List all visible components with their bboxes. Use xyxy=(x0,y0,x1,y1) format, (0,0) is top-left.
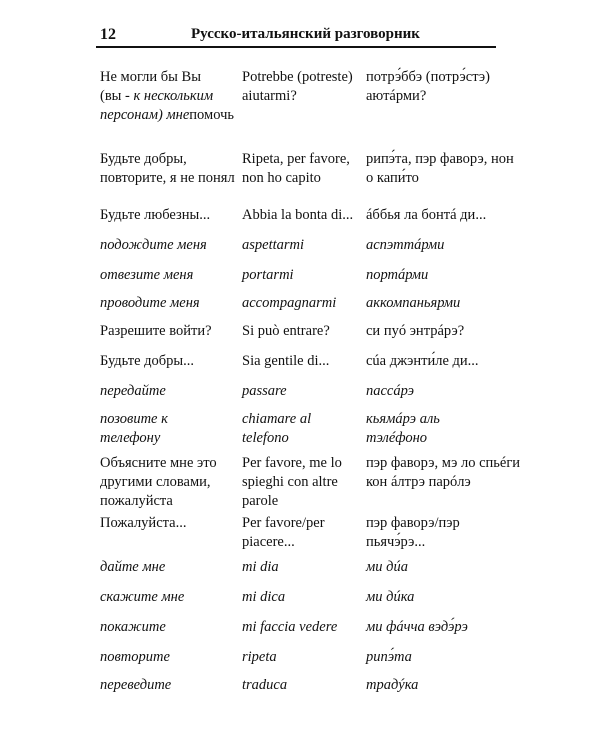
russian-phrase: проводите меня xyxy=(100,295,200,311)
russian-phrase: переведите xyxy=(100,677,172,693)
transcription: портáрми xyxy=(366,267,429,283)
transcription: аспэттáрми xyxy=(366,237,445,253)
transcription: áббья ла бонтá ди... xyxy=(366,207,487,223)
italian-phrase: ripeta xyxy=(242,649,277,665)
italian-phrase: mi dica xyxy=(242,589,286,605)
russian-phrase: дайте мне xyxy=(100,559,166,575)
transcription: традýка xyxy=(366,677,419,693)
russian-phrase: Будьте любезны... xyxy=(100,207,211,223)
italian-phrase: Si può entrare? xyxy=(242,323,330,339)
russian-phrase: скажите мне xyxy=(100,589,185,605)
page-header xyxy=(96,24,496,48)
italian-phrase: Abbia la bonta di... xyxy=(242,207,354,223)
italian-phrase: accompagnarmi xyxy=(242,295,337,311)
transcription: потрэ́ббэ (потрэ́стэ) аютáрми? xyxy=(366,69,490,104)
russian-phrase: Разрешите войти? xyxy=(100,323,212,339)
italian-phrase: Potrebbe (potreste) aiutarmi? xyxy=(242,69,353,104)
transcription: рипэ́та, пэр фаворэ, нон о капи́то xyxy=(366,151,514,186)
italian-phrase: mi faccia vedere xyxy=(242,619,338,635)
russian-phrase: подождите меня xyxy=(100,237,207,253)
russian-phrase: Объясните мне это другими словами, пожалуйста xyxy=(100,455,217,509)
russian-phrase: повторите xyxy=(100,649,170,665)
italian-phrase: mi dia xyxy=(242,559,279,575)
transcription: ми дúка xyxy=(366,589,415,605)
russian-phrase: позовите к телефону xyxy=(100,411,168,446)
russian-phrase: отвезите меня xyxy=(100,267,194,283)
transcription: рипэ́та xyxy=(366,649,412,665)
russian-phrase: передайте xyxy=(100,383,166,399)
italian-phrase: chiamare al telefono xyxy=(242,411,312,446)
transcription: пассáрэ xyxy=(366,383,415,399)
transcription: ми фáчча вэдэ́рэ xyxy=(366,619,468,635)
italian-phrase: aspettarmi xyxy=(242,237,305,253)
transcription: аккомпаньярми xyxy=(366,295,461,311)
russian-phrase: Будьте добры... xyxy=(100,353,195,369)
italian-phrase: passare xyxy=(242,383,287,399)
italian-phrase: portarmi xyxy=(242,267,294,283)
russian-phrase: Будьте добры, повторите, я не понял xyxy=(100,151,235,186)
page-number: 12 xyxy=(100,26,116,43)
transcription: сúа джэнти́ле ди... xyxy=(366,353,479,369)
transcription: ми дúа xyxy=(366,559,408,575)
running-title: Русско-итальянский разговорник xyxy=(191,26,420,42)
russian-phrase: Пожалуйста... xyxy=(100,515,187,531)
italian-phrase: traduca xyxy=(242,677,288,693)
transcription: пэр фаворэ/пэр пьячэ́рэ... xyxy=(366,515,460,550)
transcription: си пуó энтрáрэ? xyxy=(366,323,465,339)
transcription: пэр фаворэ, мэ ло спьéги кон áлтрэ парóлэ xyxy=(366,455,521,490)
russian-phrase: покажите xyxy=(100,619,166,635)
italian-phrase: Per favore, me lo spieghi con altre parole xyxy=(242,455,342,509)
transcription: кьямáрэ аль тэлéфоно xyxy=(366,411,440,446)
italian-phrase: Per favore/per piacere... xyxy=(242,515,325,550)
italian-phrase: Ripeta, per favore, non ho capito xyxy=(242,151,350,186)
russian-phrase: Не могли бы Вы (вы - к нескольким персонам) мнепомочь xyxy=(100,69,234,123)
italian-phrase: Sia gentile di... xyxy=(242,353,330,369)
